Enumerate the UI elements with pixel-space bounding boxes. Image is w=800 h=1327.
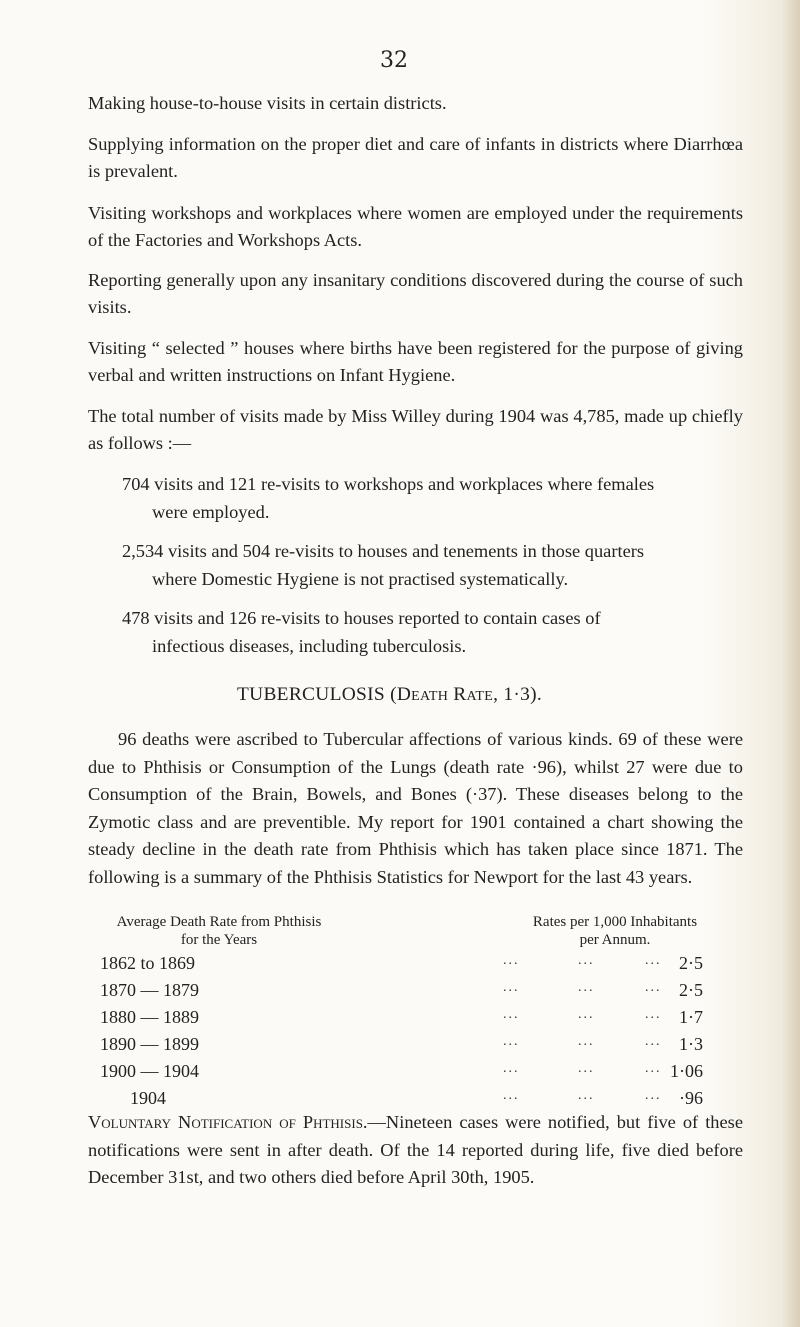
leader-dots: ... xyxy=(578,1061,595,1076)
table-rate: 1·06 xyxy=(670,1061,703,1081)
leader-dots: ... xyxy=(645,1034,662,1049)
table-row xyxy=(88,1007,743,1033)
table-rate: 1·3 xyxy=(679,1034,703,1054)
table-period: 1890 — 1899 xyxy=(100,1034,199,1054)
page-edge-shadow xyxy=(782,0,800,1327)
duty-paragraph: Making house-to-house visits in certain districts. xyxy=(88,93,447,113)
table-row xyxy=(88,953,743,979)
notification-title: Voluntary Notification of Phthisis. xyxy=(88,1112,368,1132)
leader-dots: ... xyxy=(503,980,520,995)
leader-dots: ... xyxy=(503,1088,520,1103)
table-header-left xyxy=(88,913,350,949)
leader-dots: ... xyxy=(503,1007,520,1022)
leader-dots: ... xyxy=(578,1088,595,1103)
page-number: 32 xyxy=(380,48,408,73)
table-rate: 2·5 xyxy=(679,980,703,1000)
table-header-left-line: for the Years xyxy=(180,932,258,948)
table-period: 1904 xyxy=(130,1088,166,1108)
table-row xyxy=(88,980,743,1006)
leader-dots: ... xyxy=(578,1034,595,1049)
table-header-right-line: Rates per 1,000 Inhabitants xyxy=(532,914,698,930)
heading-rest: , 1·3). xyxy=(493,684,543,705)
leader-dots: ... xyxy=(645,980,662,995)
visits-item-line: 2,534 visits and 504 re-visits to houses and tenements in those quarters xyxy=(122,541,645,561)
duty-paragraph: Visiting “ selected ” houses where births have been registered for the purpose of giving verbal and written instructions on Infant Hygiene. xyxy=(88,338,743,385)
duty-paragraph: Supplying information on the proper diet and care of infants in districts where Diarrhœa is prevalent. xyxy=(88,134,743,181)
leader-dots: ... xyxy=(645,1061,662,1076)
leader-dots: ... xyxy=(578,953,595,968)
table-header-left-line: Average Death Rate from Phthisis xyxy=(116,914,322,930)
tuberculosis-heading xyxy=(237,684,542,706)
visits-item xyxy=(122,470,737,526)
voluntary-notification-paragraph xyxy=(88,1109,743,1192)
leader-dots: ... xyxy=(503,1034,520,1049)
visits-item xyxy=(122,537,737,593)
notification-text: —Nineteen cases were notified, but five of these notifications were sent in after death. Of the 14 reported during life, five died before December 31st, and two others died before April 30th, 1905. xyxy=(88,1112,743,1187)
table-period: 1880 — 1889 xyxy=(100,1007,199,1027)
visits-item-line: infectious diseases, including tuberculosis. xyxy=(152,636,467,656)
visits-item-line: 704 visits and 121 re-visits to workshops and workplaces where females xyxy=(122,474,655,494)
heading-small-caps: Death Rate xyxy=(396,684,494,705)
table-rate: 1·7 xyxy=(679,1007,703,1027)
table-period: 1870 — 1879 xyxy=(100,980,199,1000)
table-header-right xyxy=(485,913,745,949)
table-header-right-line: per Annum. xyxy=(579,932,651,948)
heading-main: TUBERCULOSIS ( xyxy=(237,684,397,705)
table-row xyxy=(88,1061,743,1087)
visits-item-line: were employed. xyxy=(152,502,270,522)
leader-dots: ... xyxy=(645,1088,662,1103)
table-row xyxy=(88,1034,743,1060)
tuberculosis-body: 96 deaths were ascribed to Tubercular affections of various kinds. 69 of these were due to Phthisis or Consumption of the Lungs (death rate ·96), whilst 27 were due to Consumption of the Brain, Bowels, and Bones (·37). These diseases belong to the Zymotic class and are preventible. My report for 1901 contained a chart showing the steady decline in the death rate from Phthisis which has taken place since 1871. The following is a summary of the Phthisis Statistics for Newport for the last 43 years. xyxy=(88,729,743,887)
visits-intro: The total number of visits made by Miss Willey during 1904 was 4,785, made up chiefly as follows :— xyxy=(88,406,743,453)
visits-item xyxy=(122,604,737,660)
table-period: 1862 to 1869 xyxy=(100,953,196,973)
duty-paragraph: Visiting workshops and workplaces where women are employed under the requirements of the Factories and Workshops Acts. xyxy=(88,203,743,250)
duty-paragraph: Reporting generally upon any insanitary conditions discovered during the course of such visits. xyxy=(88,270,743,317)
table-period: 1900 — 1904 xyxy=(100,1061,199,1081)
table-rate: ·96 xyxy=(679,1088,703,1108)
visits-item-line: 478 visits and 126 re-visits to houses reported to contain cases of xyxy=(122,608,601,628)
leader-dots: ... xyxy=(503,1061,520,1076)
leader-dots: ... xyxy=(578,980,595,995)
leader-dots: ... xyxy=(578,1007,595,1022)
leader-dots: ... xyxy=(645,1007,662,1022)
visits-item-line: where Domestic Hygiene is not practised systematically. xyxy=(152,569,569,589)
leader-dots: ... xyxy=(503,953,520,968)
table-rate: 2·5 xyxy=(679,953,703,973)
leader-dots: ... xyxy=(645,953,662,968)
